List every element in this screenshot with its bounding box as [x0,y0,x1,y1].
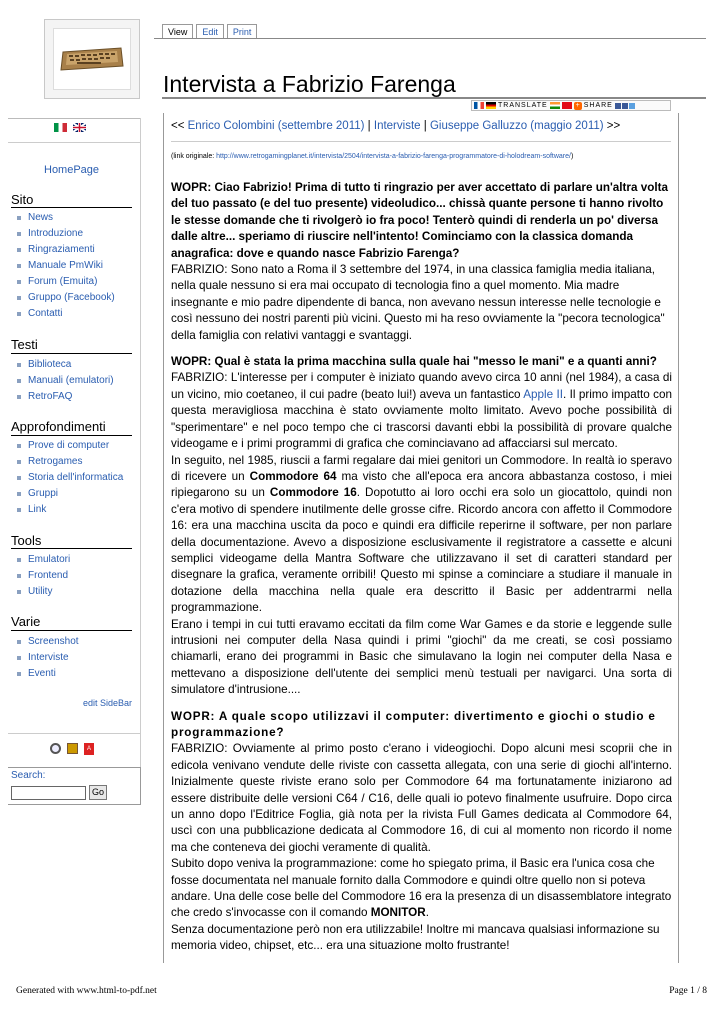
sidebar-item-frontend[interactable] [17,568,70,584]
sidebar-section-title: Sito [11,192,34,207]
sidebar-section-rule [11,353,132,354]
sidebar-item-news[interactable] [17,210,115,226]
sidebar-item-biblioteca[interactable] [17,357,114,373]
sidebar-section-title: Testi [11,337,38,352]
sidebar-item-label[interactable]: Gruppo (Facebook) [28,292,115,303]
sidebar-item-label[interactable]: Frontend [28,570,69,581]
sidebar-item-label[interactable]: Link [28,504,47,515]
pdf-icon[interactable]: A [84,743,94,755]
sidebar-item-label[interactable]: Prove di computer [28,440,110,451]
question-3: WOPR: A quale scopo utilizzavi il computer: divertimento e giochi o studio e programmazione? [171,709,656,739]
sidebar-menu-sito [17,210,115,322]
monitor-command-bold: MONITOR [370,906,426,920]
answer-6-text-cont: . [425,906,429,920]
sidebar-item-label[interactable]: Eventi [28,668,56,679]
sidebar-section-title: Tools [11,533,42,548]
sidebar-item-label[interactable]: Manuali (emulatori) [28,375,114,386]
question-2: WOPR: Qual è stata la prima macchina sulla quale hai "messo le mani" e a quanti anni? [171,355,657,369]
breadcrumb-separator: | [420,120,430,132]
answer-1: FABRIZIO: Sono nato a Roma il 3 settembre del 1974, in una classica famiglia media italiana, nella quale nessuno si era mai occupato di tecnologia fino a quel momento. Mia madre insegnante e mio padre dipendente di banca, non avevano nessun interesse nelle tecnologie e così nessuno dei nostri parenti più vicini. Questo mi ha reso ovviamente la "pecora tecnologica" della famiglia con relativi vantaggi e svantaggi. [171,263,665,342]
sidebar-item-ringraziamenti[interactable] [17,242,115,258]
commodore-64-bold: Commodore 64 [249,469,337,483]
turkey-flag-icon[interactable] [562,102,572,109]
sidebar-item-manuali[interactable] [17,373,114,389]
sidebar-section-title: Approfondimenti [11,419,106,434]
answer-5: FABRIZIO: Ovviamente al primo posto c'erano i videogiochi. Dopo alcuni mesi scoprii che in edicola venivano vendute delle riviste con cassetta allegata, con una serie di giochi all'interno. Inizialmente queste riviste erano solo per Commodore 64 ma fortunatamente iniziarono ad essere distribuite delle versioni C64 / C16, delle quali io potevo finalmente usufruire. Dopo circa un anno dopo l'Editrice Foglia, già nota per la rivista Full Games dedicata al Commodore 64, uscì con una pubblicazione dedicata al Commodore 16, di cui al momento non ricordo il nome ma che conteneva dei giochi veramente di qualità. [171,742,672,854]
sidebar-item-label[interactable]: News [28,212,54,223]
commodore-computer-icon [59,44,125,74]
france-flag-icon[interactable] [474,102,484,109]
social-icons[interactable] [615,103,635,109]
sidebar-item-screenshot[interactable] [17,634,79,650]
sidebar-item-forum[interactable] [17,274,115,290]
sidebar-item-label[interactable]: RetroFAQ [28,391,73,402]
page-number: Page 1 / 8 [669,986,707,996]
translate-label[interactable]: TRANSLATE [498,102,548,109]
answer-3-text-cont: . Dopotutto ai loro occhi era solo un giocattolo, quindi non c'era motivo di spendere inutilmente delle grosse cifre. Ricordo ancora con affetto il Commodore 16: era una macchina uscita da poco e quindi era difficile reperirne il software, per non parlare della documentazione. Avevo a disposizione esclusivamente il registratore a cassette e alcuni semplici videogame della Mantra Software che utilizzavano il set di caratteri standard per disegnare la grafica, veramente orribili! Questo mi spinse a cominciare a studiare il manuale in dotazione della macchina nella quale era descritto il Basic per addentrarmi nella programmazione. [171,486,672,615]
translate-share-bar[interactable] [471,100,671,111]
sidebar-item-label[interactable]: Emulatori [28,554,71,565]
share-plus-icon[interactable]: + [575,101,580,109]
language-flags [54,123,86,132]
answer-2-text-cont: . Il primo impatto con questa meravigliosa macchina è stato ovviamente molto limitato. Avevo poche possibilità di "sperimentare" e nel poco tempo che ci trascorsi davanti ebbi la possibilità di provare qualche videogame e i primi programmi di grafica che cominciavano ad affacciarsi sul mercato. [171,387,672,451]
sidebar-item-utility[interactable] [17,584,70,600]
sidebar-flags-rule [8,142,141,143]
sidebar-item-label[interactable]: Contatti [28,308,63,319]
commodore-16-bold: Commodore 16 [269,486,357,500]
share-label[interactable]: SHARE [583,102,613,109]
india-flag-icon[interactable] [550,102,560,109]
site-logo[interactable] [44,19,140,99]
answer-2 [171,370,672,452]
interviews-index-link[interactable]: Interviste [373,120,421,132]
sidebar-item-interviste[interactable] [17,650,79,666]
sidebar-item-link[interactable] [17,502,123,518]
sidebar-item-label[interactable]: Introduzione [28,228,84,239]
breadcrumb-next-suffix: >> [603,120,621,132]
sidebar-item-retrofaq[interactable] [17,389,114,405]
sidebar-menu-testi [17,357,114,405]
breadcrumb-prev-prefix: << [171,120,188,132]
sidebar-menu-approfondimenti [17,438,123,518]
generated-with-footer: Generated with www.html-to-pdf.net [16,986,157,996]
prev-interview-link[interactable]: Enrico Colombini (settembre 2011) [187,120,365,132]
breadcrumb-separator: | [364,120,374,132]
sidebar-section-rule [11,548,132,549]
uk-flag-icon[interactable] [73,123,86,132]
answer-3-text-mid: ma visto che all'epoca era ancora abbastanza costoso, i miei ripiegarono su un [171,469,673,500]
page-actions-tabs [162,24,257,38]
title-divider [162,97,706,99]
sidebar-item-label[interactable]: Screenshot [28,636,79,647]
sidebar-item-contatti[interactable] [17,306,115,322]
sidebar-item-eventi[interactable] [17,666,79,682]
answer-3 [171,453,672,617]
sidebar-item-introduzione[interactable] [17,226,115,242]
apple-ii-link[interactable]: Apple II [523,387,564,401]
tab-print[interactable]: Print [227,24,258,38]
breadcrumb-divider [171,141,671,142]
magnifier-icon[interactable] [50,743,61,754]
original-link-url[interactable]: http://www.retrogamingplanet.it/intervista/2504/intervista-a-fabrizio-farenga-programmatore-di-holodream-software/ [216,153,571,160]
sidebar-menu-tools [17,552,70,600]
sidebar-item-gruppo[interactable] [17,290,115,306]
homepage-link[interactable]: HomePage [44,164,100,176]
search-go-button[interactable]: Go [89,785,107,800]
search-input[interactable] [11,786,86,800]
film-icon[interactable] [67,743,78,754]
sidebar-section-title: Varie [11,614,41,629]
answer-2-text: FABRIZIO: L'interesse per i computer è iniziato quando avevo circa 10 anni (nel 1984), a casa di un vicino, mio coetaneo, il cui padre (beato lui!) aveva un fantastico [171,371,672,401]
sidebar-item-storia[interactable] [17,470,123,486]
sidebar-bottom-rule [8,733,141,734]
sidebar-item-prove-di-computer[interactable] [17,438,123,454]
answer-7: Senza documentazione però non era utilizzabile! Inoltre mi mancava qualsiasi informazione su memoria video, chipset, etc... era una situazione molto frustrante! [171,922,660,953]
question-1: WOPR: Ciao Fabrizio! Prima di tutto ti ringrazio per aver accettato di parlare un'altra volta del tuo passato (e del tuo presente) videoludico... chissà quante persone ti hanno rivolto le stesse domande che ti rivolgerò io fra poco! Tenterò quindi di renderla un po' diversa dalle altre... speriamo di riuscire nell'intento! Cominciamo con la classica domanda anagrafica: dove e quando nasce Fabrizio Farenga? [171,181,668,260]
sidebar-item-emulatori[interactable] [17,552,70,568]
sidebar-menu-varie [17,634,79,682]
next-interview-link[interactable]: Giuseppe Galluzzo (maggio 2011) [429,120,604,132]
logo-image-frame [53,28,131,90]
sidebar-item-retrogames[interactable] [17,454,123,470]
page-title: Intervista a Fabrizio Farenga [163,71,456,97]
answer-6-text: Subito dopo veniva la programmazione: come ho spiegato prima, il Basic era l'unica cosa che fosse documentata nel manuale fornito dalla Commodore e quindi oltre quello non si poteva andare. Una delle cose belle del Commodore 16 era la presenza di un disassemblatore integrato che credo s'invocasse con il comando [171,857,672,920]
sidebar-item-manuale-pmwiki[interactable] [17,258,115,274]
search-label: Search: [11,770,46,781]
sidebar-item-label[interactable]: Interviste [28,652,69,663]
answer-4: Erano i tempi in cui tutti eravamo eccitati da film come War Games e da storie e leggende sulle intrusioni nei computer della Nasa quindi i primi "giochi" da me creati, se così possiamo chiamarli, erano dei programmi in Basic che simulavano la login nei computer della Nasa e mettevano a disposizione dell'utente dei semplici menù testuali per navigarci. Una sorta di simulatore d'intrusione.... [171,617,672,697]
sidebar-item-label[interactable]: Forum (Emuita) [28,276,98,287]
original-link [171,153,573,160]
edit-sidebar-link[interactable]: edit SideBar [83,698,133,708]
interview-article [171,180,672,955]
tab-view[interactable]: View [162,24,193,38]
sidebar-item-label[interactable]: Storia dell'informatica [28,472,124,483]
sidebar-item-label[interactable]: Retrogames [28,456,83,467]
sidebar-section-rule [11,207,132,208]
sidebar-section-rule [11,630,132,631]
sidebar-item-label[interactable]: Gruppi [28,488,59,499]
germany-flag-icon[interactable] [486,102,496,109]
original-link-prefix: (link originale: [171,153,217,160]
tabs-divider [154,38,706,39]
sidebar-item-label[interactable]: Ringraziamenti [28,244,95,255]
answer-3-text: In seguito, nel 1985, riuscii a farmi regalare dai miei genitori un Commodore. In realtà io speravo di ricevere un [171,453,672,483]
sidebar-item-label[interactable]: Utility [28,586,53,597]
breadcrumb [171,120,620,132]
sidebar-section-rule [11,435,132,436]
italy-flag-icon[interactable] [54,123,67,132]
answer-6 [171,856,672,922]
sidebar-item-label[interactable]: Manuale PmWiki [28,260,104,271]
sidebar-tool-icons [50,743,94,755]
sidebar-item-gruppi[interactable] [17,486,123,502]
sidebar-item-label[interactable]: Biblioteca [28,359,72,370]
tab-edit[interactable]: Edit [196,24,224,38]
original-link-suffix: ) [570,153,574,160]
